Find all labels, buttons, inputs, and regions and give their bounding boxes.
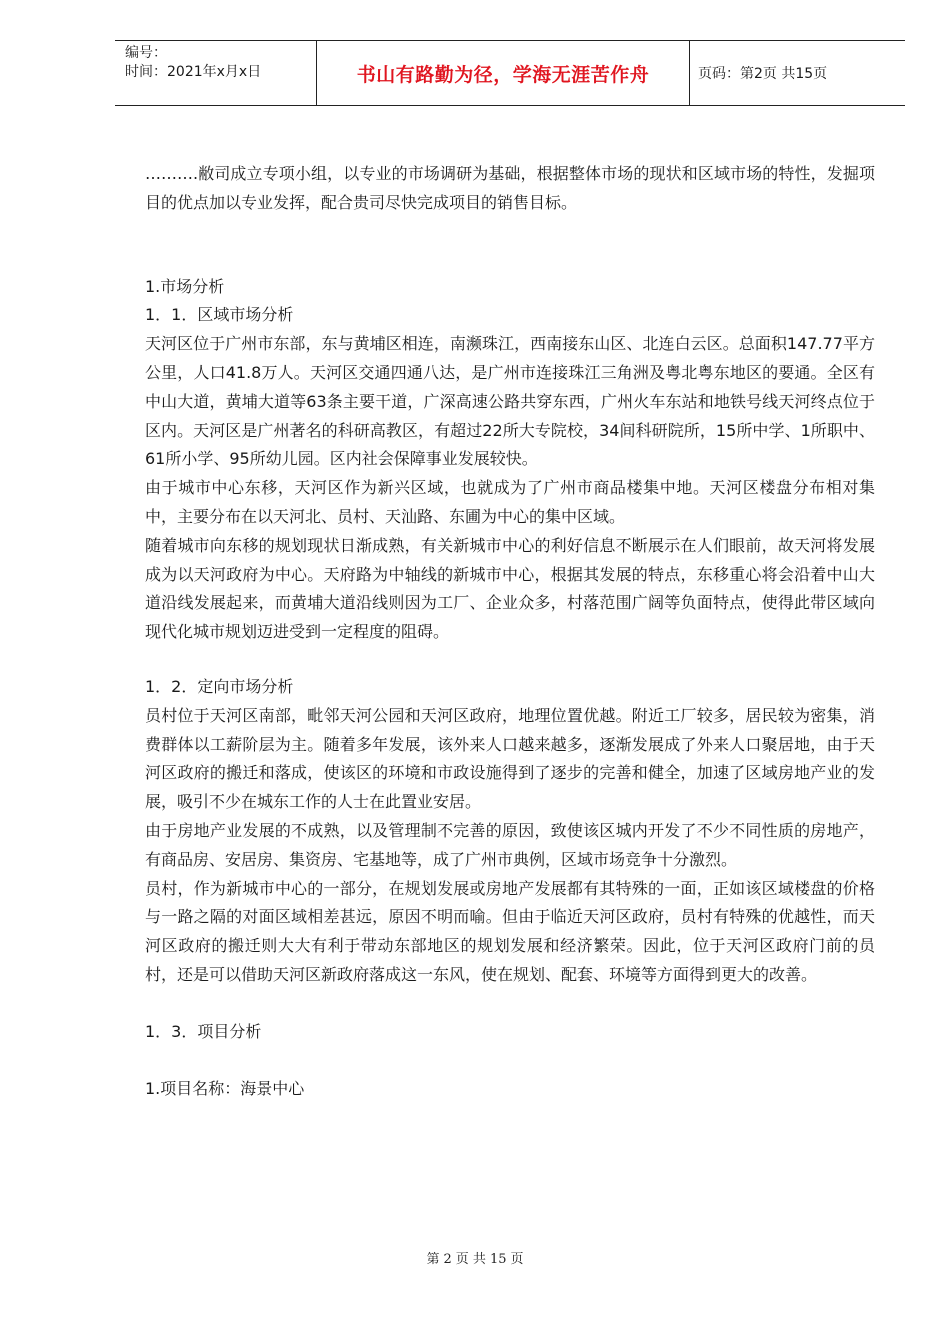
header-motto: 书山有路勤为径，学海无涯苦作舟: [316, 41, 690, 105]
section-title: 1.市场分析: [145, 276, 225, 296]
footer-middle: 页 共: [455, 1252, 486, 1267]
document-body: [145, 160, 875, 1103]
body-paragraph: 由于城市中心东移，天河区作为新兴区域，也就成为了广州市商品楼集中地。天河区楼盘分布相对集中，主要分布在以天河北、员村、天汕路、东圃为中心的集中区域。: [145, 478, 875, 526]
page-footer: [0, 1248, 950, 1267]
project-name: 1.项目名称：海景中心: [145, 1078, 305, 1098]
footer-page-number: 2: [443, 1252, 452, 1267]
footer-prefix: 第: [426, 1252, 440, 1267]
doc-time-label: 时间：2021年x月x日: [125, 64, 262, 80]
body-paragraph: 天河区位于广州市东部，东与黄埔区相连，南濒珠江，西南接东山区、北连白云区。总面积147.77平方公里，人口41.8万人。天河区交通四通八达，是广州市连接珠江三角洲及粤北粤东地区的要通。全区有中山大道，黄埔大道等63条主要干道，广深高速公路共穿东西，广州火车东站和地铁号线天河终点位于区内。天河区是广州著名的科研高教区，有超过22所大专院校，34间科研院所，15所中学、1所职中、61所小学、95所幼儿园。区内社会保障事业发展较快。: [145, 334, 875, 469]
footer-suffix: 页: [510, 1252, 524, 1267]
body-paragraph: 员村，作为新城市中心的一部分，在规划发展或房地产发展都有其特殊的一面，正如该区域楼盘的价格与一路之隔的对面区域相差甚远，原因不明而喻。但由于临近天河区政府，员村有特殊的优越性，而天河区政府的搬迁则大大有利于带动东部地区的规划发展和经济繁荣。因此，位于天河区政府门前的员村，还是可以借助天河区新政府落成这一东风，使在规划、配套、环境等方面得到更大的改善。: [145, 878, 875, 984]
doc-number-label: 编号：: [125, 45, 167, 61]
header-page-label: 页码：第2页 共15页: [698, 66, 828, 82]
footer-total-pages: 15: [489, 1252, 507, 1267]
page-header: [115, 40, 905, 106]
body-paragraph: 员村位于天河区南部，毗邻天河公园和天河区政府，地理位置优越。附近工厂较多，居民较为密集，消费群体以工薪阶层为主。随着多年发展，该外来人口越来越多，逐渐发展成了外来人口聚居地，由于天河区政府的搬迁和落成，使该区的环境和市政设施得到了逐步的完善和健全，加速了区域房地产业的发展，吸引不少在城东工作的人士在此置业安居。: [145, 705, 875, 812]
subsection-title: 1．3．项目分析: [145, 1021, 262, 1041]
subsection-title: 1．2．定向市场分析: [145, 676, 294, 696]
header-meta: [115, 41, 316, 105]
intro-paragraph: ……….敝司成立专项小组，以专业的市场调研为基础，根据整体市场的现状和区域市场的特性，发掘项目的优点加以专业发挥，配合贵司尽快完成项目的销售目标。: [145, 164, 875, 212]
body-paragraph: 由于房地产业发展的不成熟，以及管理制不完善的原因，致使该区城内开发了不少不同性质的房地产，有商品房、安居房、集资房、宅基地等，成了广州市典例，区域市场竞争十分激烈。: [145, 820, 875, 869]
body-paragraph: 随着城市向东移的规划现状日渐成熟，有关新城市中心的利好信息不断展示在人们眼前，故天河将发展成为以天河政府为中心。天府路为中轴线的新城市中心，根据其发展的特点，东移重心将会沿着中山大道沿线发展起来，而黄埔大道沿线则因为工厂、企业众多，村落范围广阔等负面特点，使得此带区域向现代化城市规划迈进受到一定程度的阻碍。: [145, 535, 875, 642]
subsection-title: 1．1．区域市场分析: [145, 305, 294, 325]
